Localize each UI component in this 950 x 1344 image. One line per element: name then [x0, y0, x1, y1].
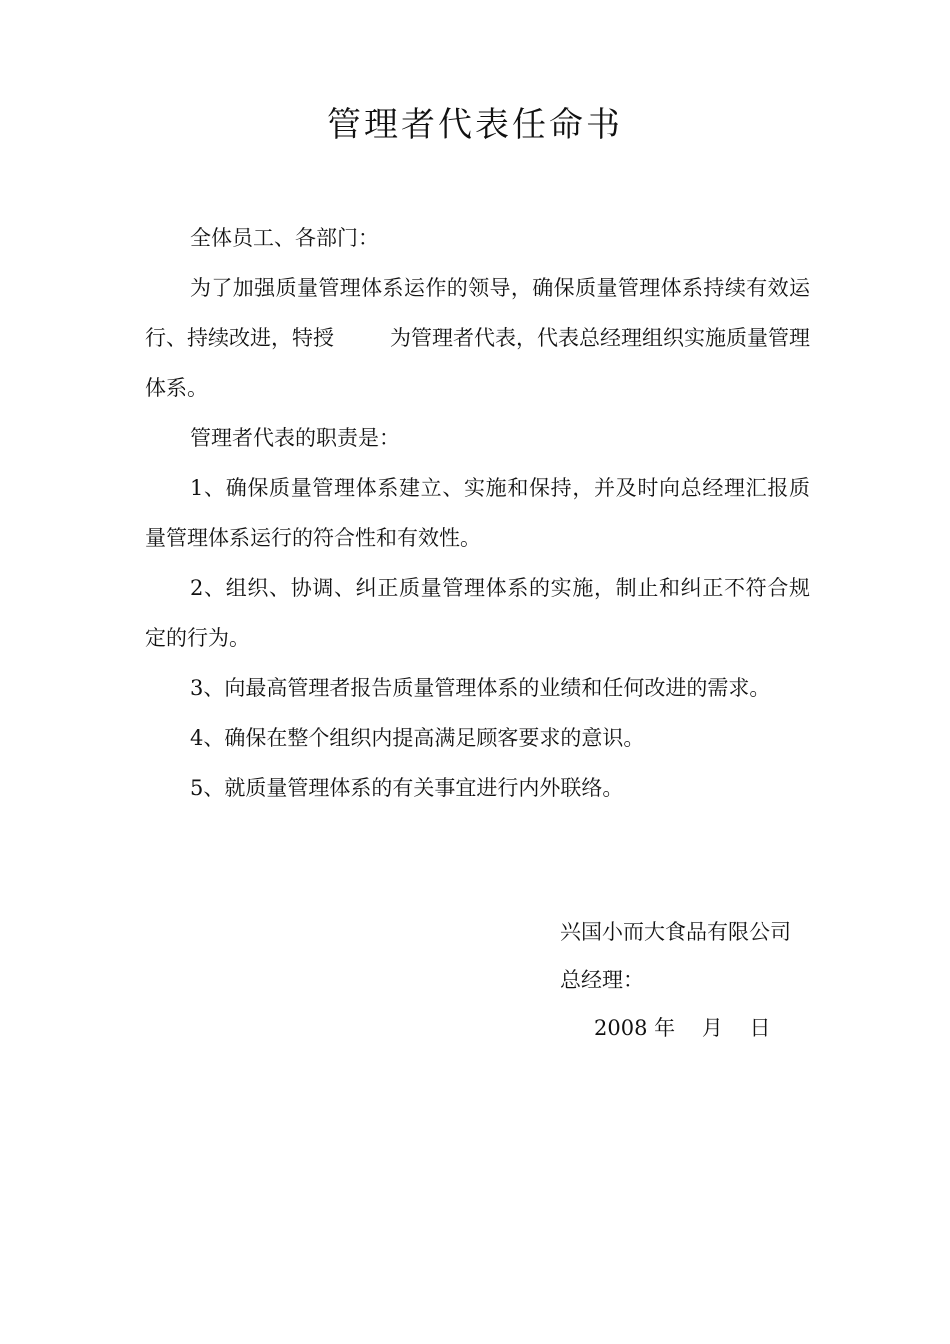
signatory-label: 总经理：: [560, 968, 644, 992]
document-body: [145, 213, 810, 813]
document-title: 管理者代表任命书: [327, 105, 623, 145]
signature-block: [560, 908, 820, 1052]
duty-item-1: 1、确保质量管理体系建立、实施和保持，并及时向总经理汇报质量管理体系运行的符合性和有效性。: [145, 476, 810, 550]
intro-text-part1: 为了加强质量管理体系运作的领导，确保质量管理体系持续有效运行、持续改进，特授: [145, 276, 810, 350]
duty-item-3: 3、向最高管理者报告质量管理体系的业绩和任何改进的需求。: [190, 676, 771, 700]
intro-paragraph: [145, 263, 810, 413]
duty-item-4: 4、确保在整个组织内提高满足顾客要求的意识。: [190, 726, 645, 750]
duty-item-2: 2、组织、协调、纠正质量管理体系的实施，制止和纠正不符合规定的行为。: [145, 576, 810, 650]
company-name: 兴国小而大食品有限公司: [560, 920, 791, 944]
date-line: 2008 年 月 日: [594, 1016, 771, 1040]
duties-heading: 管理者代表的职责是：: [190, 426, 400, 450]
duty-item-5: 5、就质量管理体系的有关事宜进行内外联络。: [190, 776, 624, 800]
salutation: 全体员工、各部门：: [190, 226, 379, 250]
intro-text-part2: 为管理者代表，代表总经理组织实施质量管理体系。: [145, 326, 810, 400]
